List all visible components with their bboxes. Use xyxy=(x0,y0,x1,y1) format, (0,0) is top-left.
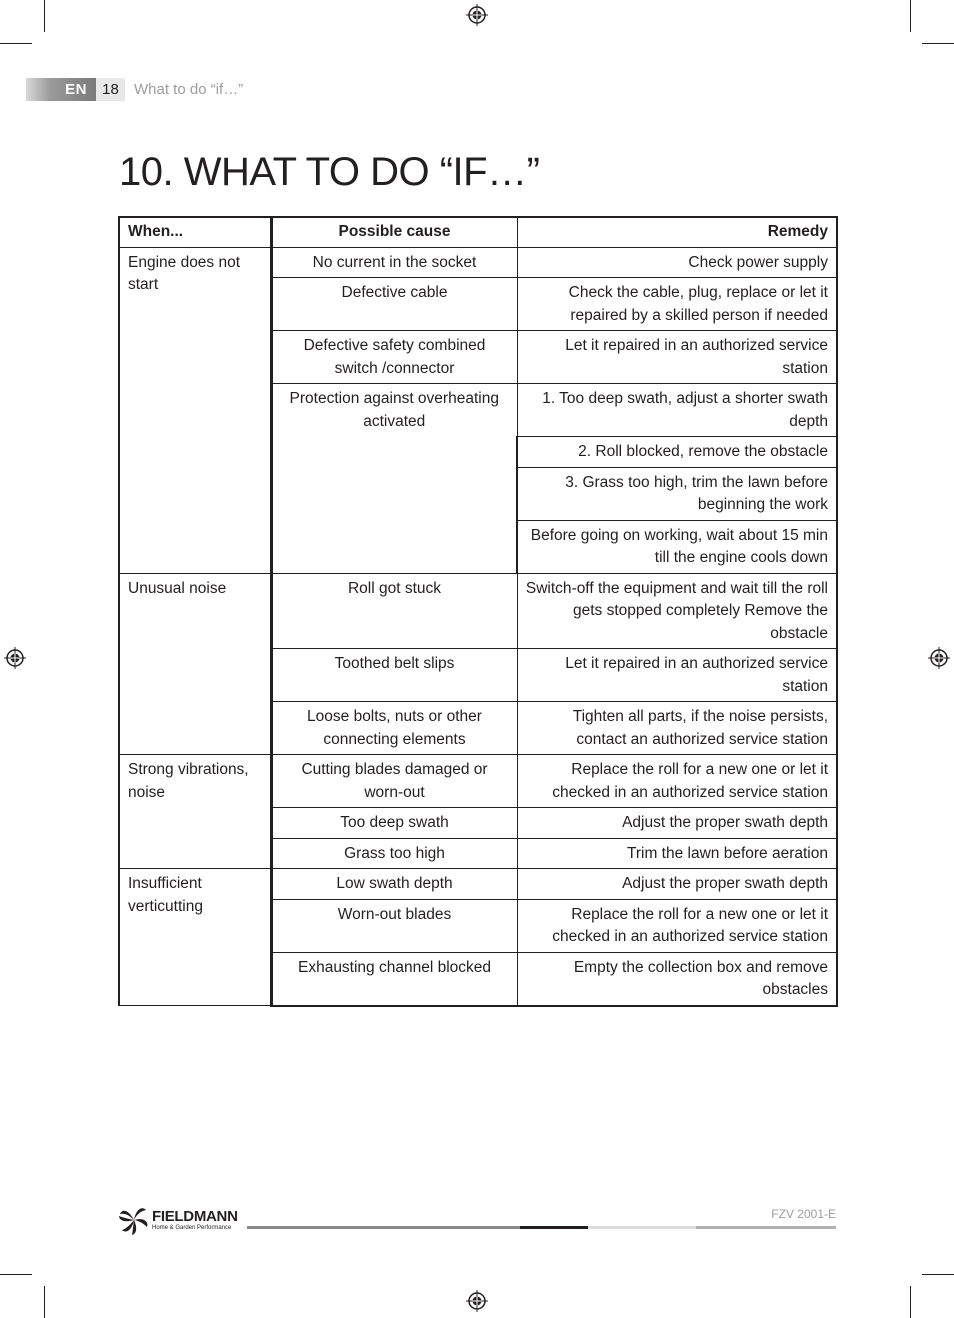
registration-mark-icon xyxy=(466,4,488,26)
cause-cell: Grass too high xyxy=(271,838,517,869)
remedy-cell: Empty the collection box and remove obstacles xyxy=(517,952,837,1006)
table-row xyxy=(119,247,837,278)
crop-mark xyxy=(910,0,911,32)
remedy-cell: Adjust the proper swath depth xyxy=(517,808,837,839)
remedy-cell: Check power supply xyxy=(517,247,837,278)
cause-cell: Exhausting channel blocked xyxy=(271,952,517,1006)
brand-name: FIELDMANN xyxy=(152,1208,238,1225)
cause-cell: No current in the socket xyxy=(271,247,517,278)
cause-cell: Defective cable xyxy=(271,278,517,331)
remedy-cell: 3. Grass too high, trim the lawn before beginning the work xyxy=(517,467,837,520)
cause-cell: Too deep swath xyxy=(271,808,517,839)
remedy-cell: 2. Roll blocked, remove the obstacle xyxy=(517,437,837,468)
running-title: What to do “if…” xyxy=(134,81,244,98)
cause-cell: Defective safety combined switch /connector xyxy=(271,331,517,384)
brand-tagline: Home & Garden Performance xyxy=(152,1225,232,1231)
footer-rule-mid xyxy=(696,1226,836,1229)
crop-mark xyxy=(922,43,954,44)
cause-cell: Protection against overheating activated xyxy=(271,384,517,574)
footer-rule-dark xyxy=(520,1226,588,1229)
remedy-cell: Replace the roll for a new one or let it checked in an authorized service station xyxy=(517,755,837,808)
crop-mark xyxy=(44,1286,45,1318)
registration-mark-icon xyxy=(466,1290,488,1312)
language-tab xyxy=(26,78,96,101)
fieldmann-leaf-icon xyxy=(118,1205,150,1235)
crop-mark xyxy=(0,43,32,44)
remedy-cell: Before going on working, wait about 15 min till the engine cools down xyxy=(517,520,837,573)
table-row xyxy=(119,869,837,900)
remedy-cell: Check the cable, plug, replace or let it repaired by a skilled person if needed xyxy=(517,278,837,331)
column-header-when: When... xyxy=(119,217,271,247)
cause-cell: Cutting blades damaged or worn-out xyxy=(271,755,517,808)
cause-cell: Worn-out blades xyxy=(271,899,517,952)
column-header-remedy: Remedy xyxy=(517,217,837,247)
crop-mark xyxy=(922,1274,954,1275)
footer-rule-gray xyxy=(247,1226,520,1229)
crop-mark xyxy=(0,1274,32,1275)
when-cell: Insufficient verticutting xyxy=(119,869,271,1006)
cause-cell: Loose bolts, nuts or other connecting elements xyxy=(271,702,517,755)
when-cell: Unusual noise xyxy=(119,573,271,755)
when-cell: Engine does not start xyxy=(119,247,271,573)
troubleshooting-table xyxy=(118,216,838,1007)
remedy-cell: Adjust the proper swath depth xyxy=(517,869,837,900)
when-cell: Strong vibrations, noise xyxy=(119,755,271,869)
table-row xyxy=(119,573,837,649)
table-row xyxy=(119,755,837,808)
remedy-cell: Let it repaired in an authorized service station xyxy=(517,649,837,702)
model-number: FZV 2001-E xyxy=(771,1207,836,1221)
registration-mark-icon xyxy=(4,647,26,669)
column-header-cause: Possible cause xyxy=(271,217,517,247)
registration-mark-icon xyxy=(928,647,950,669)
page-number: 18 xyxy=(96,78,125,101)
language-label: EN xyxy=(65,81,87,98)
remedy-cell: Let it repaired in an authorized service station xyxy=(517,331,837,384)
cause-cell: Low swath depth xyxy=(271,869,517,900)
remedy-cell: 1. Too deep swath, adjust a shorter swath depth xyxy=(517,384,837,437)
remedy-cell: Trim the lawn before aeration xyxy=(517,838,837,869)
footer-rule-light xyxy=(588,1226,696,1229)
cause-cell: Toothed belt slips xyxy=(271,649,517,702)
crop-mark xyxy=(910,1286,911,1318)
cause-cell: Roll got stuck xyxy=(271,573,517,649)
remedy-cell: Replace the roll for a new one or let it checked in an authorized service station xyxy=(517,899,837,952)
page-title: 10. WHAT TO DO “IF…” xyxy=(119,150,540,194)
remedy-cell: Switch-off the equipment and wait till the roll gets stopped completely Remove the obstacle xyxy=(517,573,837,649)
table-header-row xyxy=(119,217,837,247)
crop-mark xyxy=(44,0,45,32)
remedy-cell: Tighten all parts, if the noise persists, contact an authorized service station xyxy=(517,702,837,755)
